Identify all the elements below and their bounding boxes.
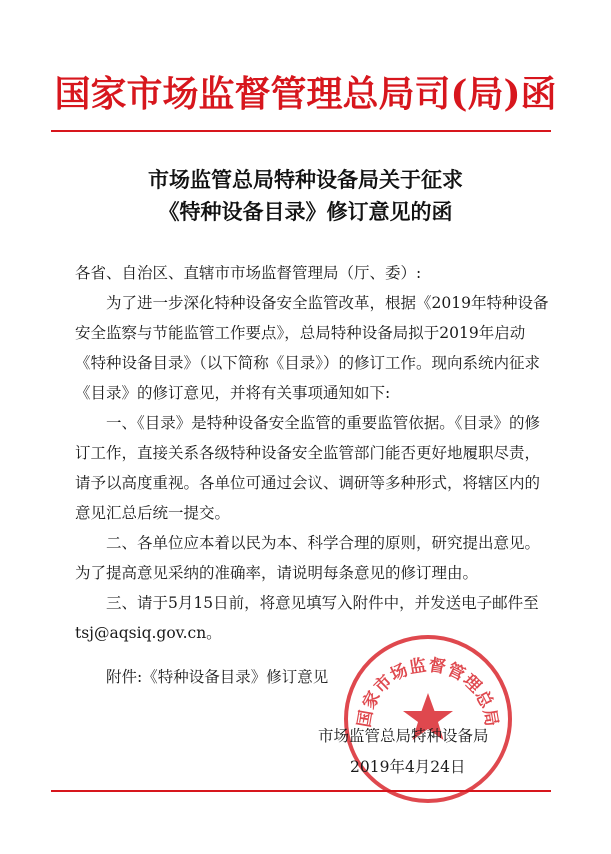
paragraph-item-2: 二、各单位应本着以民为本、科学合理的原则，研究提出意见。为了提高意见采纳的准确率，请说明每条意见的修订理由。 [75, 534, 541, 582]
signature-organization: 市场监管总局特种设备局 [318, 727, 489, 745]
seal-text: 国家市场监督管理总局 [354, 655, 502, 729]
attachment-note: 附件:《特种设备目录》修订意见 [106, 668, 329, 686]
masthead-title: 国家市场监督管理总局司(局)函 [54, 73, 557, 115]
paragraph-item-1: 一、《目录》是特种设备安全监管的重要监管依据。《目录》的修订工作，直接关系各级特种设备安全监管部门能否更好地履职尽责，请予以高度重视。各单位可通过会议、调研等多种形式，将辖区内的意见汇总后统一提交。 [75, 414, 541, 522]
footer-rule [51, 790, 551, 792]
salutation: 各省、自治区、直辖市市场监督管理局（厅、委）: [75, 264, 422, 282]
paragraph-intro: 为了进一步深化特种设备安全监管改革，根据《2019年特种设备安全监察与节能监管工作要点》，总局特种设备局拟于2019年启动《特种设备目录》（以下简称《目录》）的修订工作。现向系统内征求《目录》的修订意见，并将有关事项通知如下: [75, 294, 549, 402]
document-title [0, 164, 611, 228]
title-line-2: 《特种设备目录》修订意见的函 [158, 199, 453, 224]
letter-body [75, 258, 555, 648]
title-line-1: 市场监管总局特种设备局关于征求 [148, 167, 463, 192]
signature-date: 2019年4月24日 [350, 758, 466, 776]
masthead-rule [51, 130, 551, 132]
paragraph-item-3: 三、请于5月15日前，将意见填写入附件中，并发送电子邮件至tsj@aqsiq.gov.cn。 [75, 594, 539, 642]
